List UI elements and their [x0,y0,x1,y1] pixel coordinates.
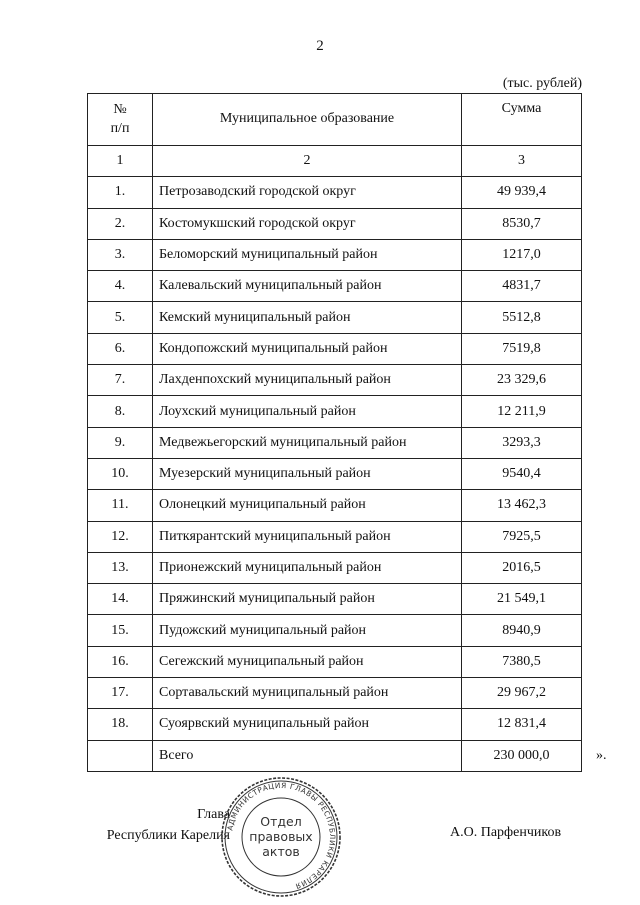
row-number: 2. [88,208,153,239]
allocation-sum: 8940,9 [462,615,582,646]
allocation-table [87,93,582,772]
row-number: 9. [88,427,153,458]
municipality-name: Муезерский муниципальный район [153,458,462,489]
municipality-name: Костомукшский городской округ [153,208,462,239]
stamp-line: актов [262,844,300,859]
allocation-sum: 1217,0 [462,239,582,270]
row-number: 13. [88,552,153,583]
table-row [88,333,582,364]
municipality-name: Лоухский муниципальный район [153,396,462,427]
municipality-name: Сегежский муниципальный район [153,646,462,677]
table-row [88,271,582,302]
table-row [88,615,582,646]
table-row [88,396,582,427]
total-row [88,740,582,771]
allocation-sum: 7380,5 [462,646,582,677]
row-number: 17. [88,678,153,709]
table-row [88,521,582,552]
allocation-sum: 29 967,2 [462,678,582,709]
signatory-title: Глава Республики Карелия [106,807,230,843]
page-number: 2 [316,38,324,54]
table-row [88,208,582,239]
row-number: 3. [88,239,153,270]
row-number: 5. [88,302,153,333]
municipality-name: Сортавальский муниципальный район [153,678,462,709]
header-sum: Сумма [462,94,582,146]
municipality-name: Пряжинский муниципальный район [153,584,462,615]
units-label: (тыс. рублей) [502,76,582,91]
row-number: 15. [88,615,153,646]
table-row [88,646,582,677]
row-number: 14. [88,584,153,615]
row-number: 4. [88,271,153,302]
municipality-name: Олонецкий муниципальный район [153,490,462,521]
allocation-sum: 2016,5 [462,552,582,583]
allocation-sum: 7519,8 [462,333,582,364]
table-row [88,365,582,396]
header-municipality: Муниципальное образование [153,94,462,146]
municipality-name: Питкярантский муниципальный район [153,521,462,552]
allocation-sum: 23 329,6 [462,365,582,396]
table-row [88,709,582,740]
total-label: Всего [153,740,462,771]
table-row [88,302,582,333]
allocation-sum: 12 831,4 [462,709,582,740]
municipality-name: Калевальский муниципальный район [153,271,462,302]
table-row [88,239,582,270]
row-number: 16. [88,646,153,677]
row-number: 12. [88,521,153,552]
row-number: 18. [88,709,153,740]
allocation-sum: 8530,7 [462,208,582,239]
allocation-sum: 9540,4 [462,458,582,489]
table-row [88,177,582,208]
allocation-sum: 49 939,4 [462,177,582,208]
allocation-sum: 12 211,9 [462,396,582,427]
municipality-name: Медвежьегорский муниципальный район [153,427,462,458]
total-empty-cell [88,740,153,771]
stamp-ring-text: АДМИНИСТРАЦИЯ ГЛАВЫ РЕСПУБЛИКИ КАРЕЛИЯ [225,780,338,891]
column-number: 3 [462,146,582,177]
total-sum: 230 000,0 [462,740,582,771]
official-stamp [220,776,342,898]
stamp-line: правовых [249,829,313,844]
table-body [88,146,582,772]
municipality-name: Лахденпохский муниципальный район [153,365,462,396]
allocation-sum: 13 462,3 [462,490,582,521]
row-number: 1. [88,177,153,208]
table-row [88,427,582,458]
table-row [88,552,582,583]
table-row [88,490,582,521]
municipality-name: Прионежский муниципальный район [153,552,462,583]
header-number: № п/п [88,94,153,146]
signatory-name: А.О. Парфенчиков [450,825,562,840]
table-row [88,584,582,615]
allocation-sum: 3293,3 [462,427,582,458]
municipality-name: Кемский муниципальный район [153,302,462,333]
municipality-name: Пудожский муниципальный район [153,615,462,646]
municipality-name: Суоярвский муниципальный район [153,709,462,740]
municipality-name: Петрозаводский городской округ [153,177,462,208]
table-row [88,678,582,709]
row-number: 10. [88,458,153,489]
stamp-line: Отдел [260,814,302,829]
table-header-row [88,94,582,146]
closing-quote: ». [596,748,607,763]
table-row [88,458,582,489]
municipality-name: Кондопожский муниципальный район [153,333,462,364]
allocation-sum: 7925,5 [462,521,582,552]
allocation-sum: 21 549,1 [462,584,582,615]
municipality-name: Беломорский муниципальный район [153,239,462,270]
row-number: 7. [88,365,153,396]
row-number: 11. [88,490,153,521]
allocation-sum: 5512,8 [462,302,582,333]
allocation-sum: 4831,7 [462,271,582,302]
column-number: 2 [153,146,462,177]
row-number: 8. [88,396,153,427]
column-numbers-row [88,146,582,177]
row-number: 6. [88,333,153,364]
column-number: 1 [88,146,153,177]
